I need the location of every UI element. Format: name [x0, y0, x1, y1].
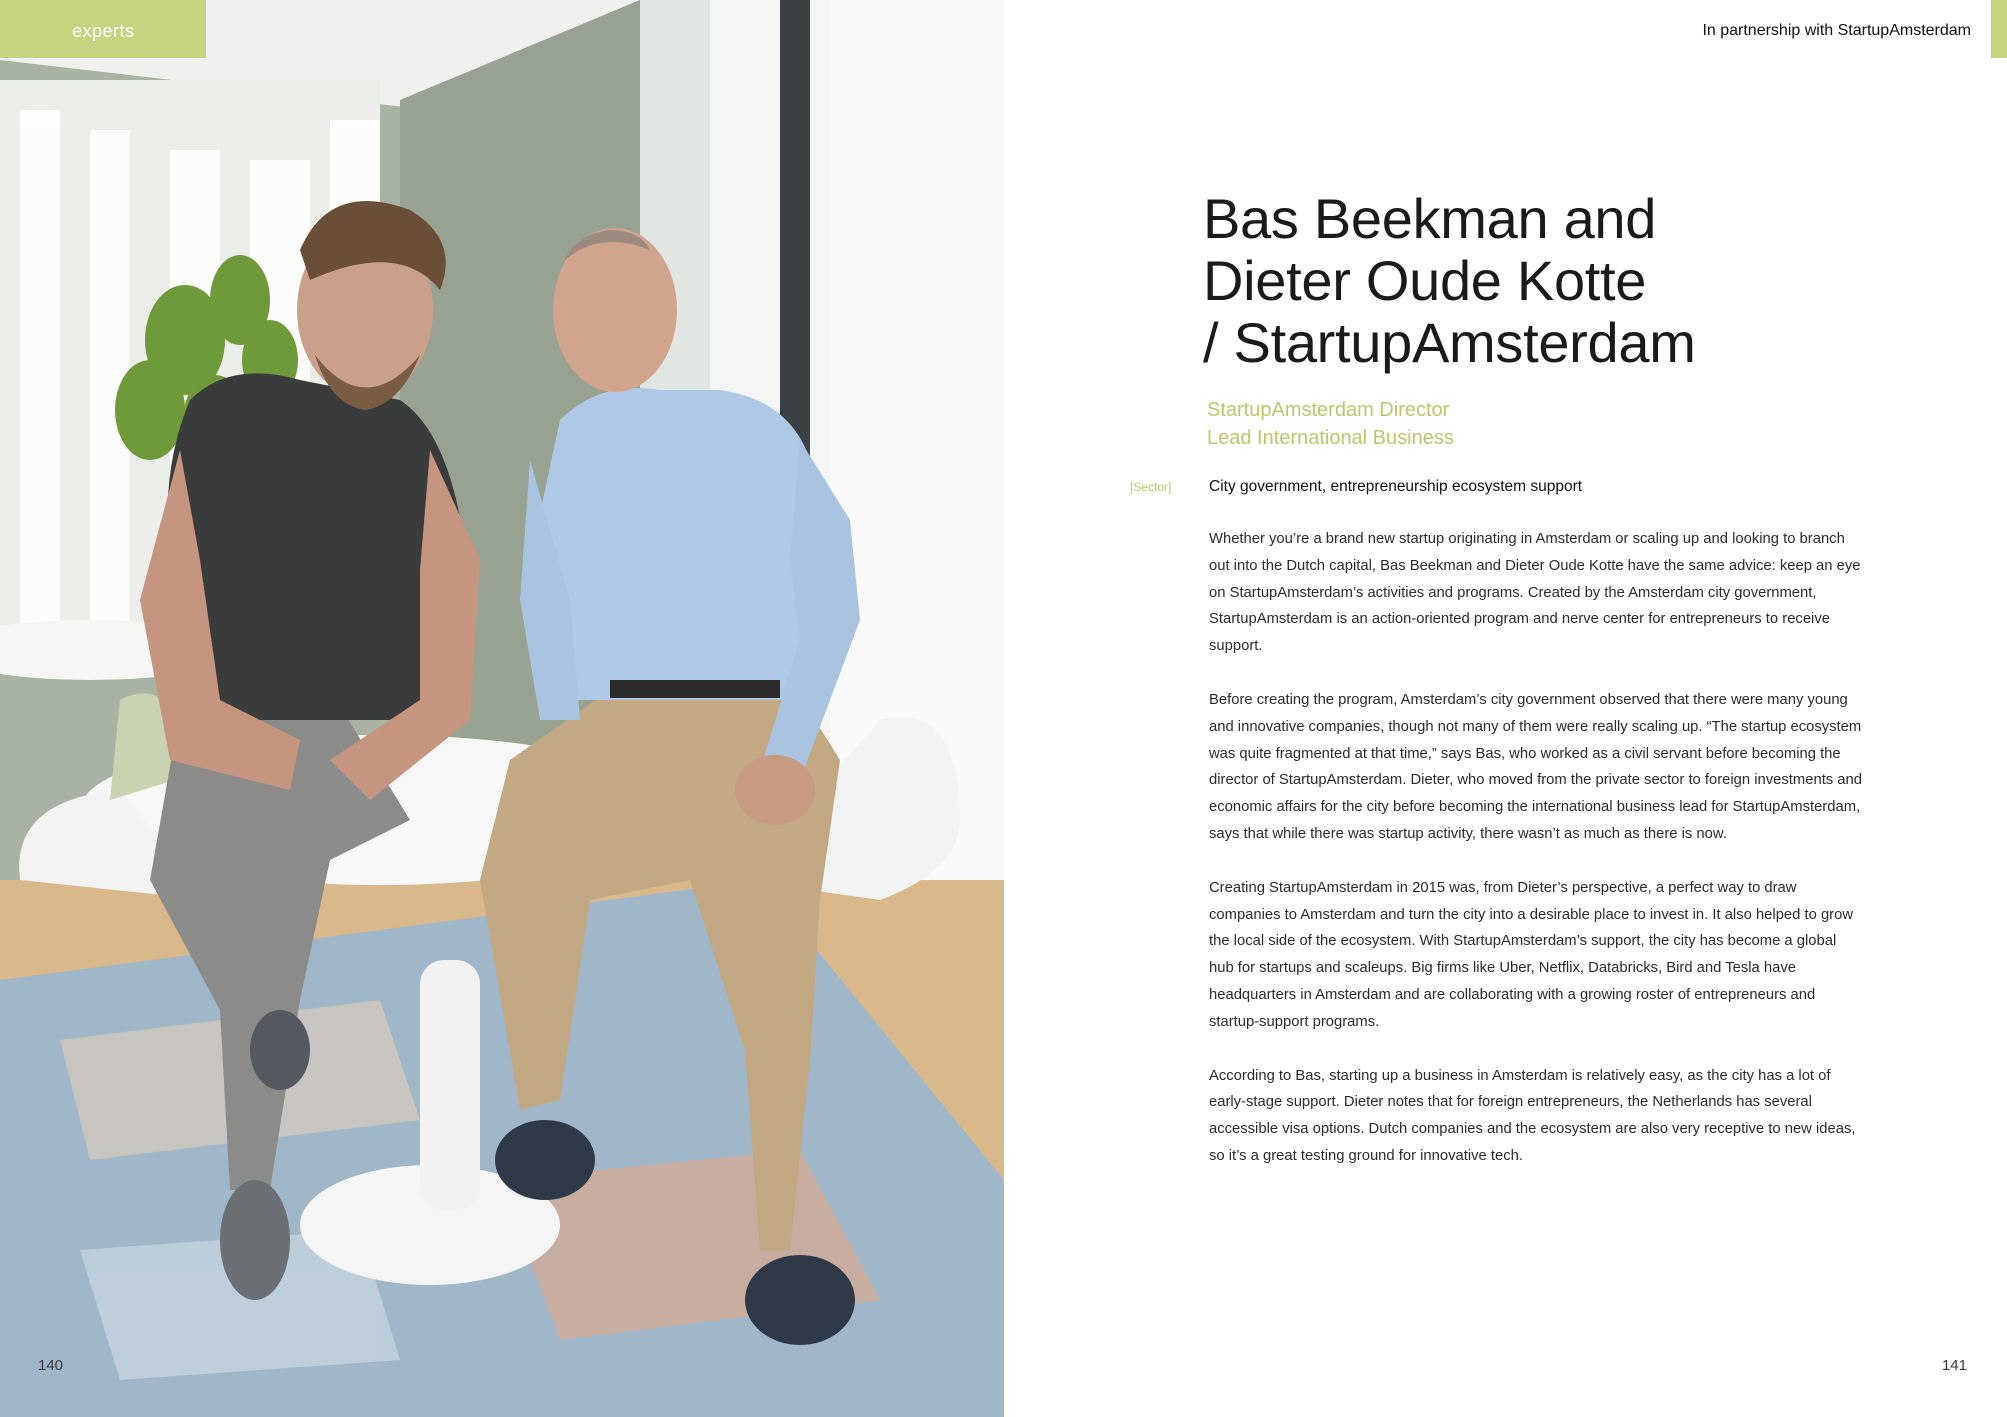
- body-paragraph: Whether you’re a brand new startup originating in Amsterdam or scaling up and looking to branch out into the Dutch capital, Bas Beekman and Dieter Oude Kotte have the same advice: keep an eye on StartupAmsterdam’s activities and programs. Created by the Amsterdam city government, StartupAmsterdam is an action-oriented program and nerve center for entrepreneurs to receive support.: [1209, 531, 1861, 655]
- body-paragraph: Before creating the program, Amsterdam’s city government observed that there were many young and innovative companies, though not many of them were really scaling up. “The startup ecosystem was quite fragmented at that time,” says Bas, who worked as a civil servant before becoming the director of StartupAmsterdam. Dieter, who moved from the private sector to foreign investments and economic affairs for the city before becoming the international business lead for StartupAmsterdam, says that while there was startup activity, there wasn’t as much as there is now.: [1209, 691, 1862, 842]
- role-line: StartupAmsterdam Director: [1207, 399, 1450, 421]
- page-number-left: 140: [38, 1357, 64, 1374]
- roles: [1207, 396, 1454, 452]
- title-line: Dieter Oude Kotte: [1203, 249, 1647, 312]
- partnership-header: In partnership with StartupAmsterdam: [1702, 22, 1971, 39]
- title-line: / StartupAmsterdam: [1203, 311, 1696, 374]
- sector-value: City government, entrepreneurship ecosystem support: [1209, 478, 1583, 495]
- page-number-right: 141: [1941, 1357, 1967, 1374]
- section-tag: experts: [0, 0, 206, 58]
- title-line: Bas Beekman and: [1203, 187, 1657, 250]
- body-paragraph: Creating StartupAmsterdam in 2015 was, from Dieter’s perspective, a perfect way to draw companies to Amsterdam and turn the city into a desirable place to invest in. It also helped to grow the local side of the ecosystem. With StartupAmsterdam’s support, the city has become a global hub for startups and scaleups. Big firms like Uber, Netflix, Databricks, Bird and Tesla have headquarters in Amsterdam and are collaborating with a growing roster of entrepreneurs and startup-support programs.: [1209, 879, 1854, 1030]
- article-title: [1203, 188, 1823, 374]
- article-body: [1209, 526, 1864, 1197]
- body-paragraph: According to Bas, starting up a business in Amsterdam is relatively easy, as the city has a lot of early-stage support. Dieter notes that for foreign entrepreneurs, the Netherlands has several accessible visa options. Dutch companies and the ecosystem are also very receptive to new ideas, so it’s a great testing ground for innovative tech.: [1209, 1067, 1856, 1164]
- accent-edge-bar: [1991, 0, 2007, 58]
- sector-label: [Sector]: [1130, 480, 1172, 494]
- role-line: Lead International Business: [1207, 427, 1454, 449]
